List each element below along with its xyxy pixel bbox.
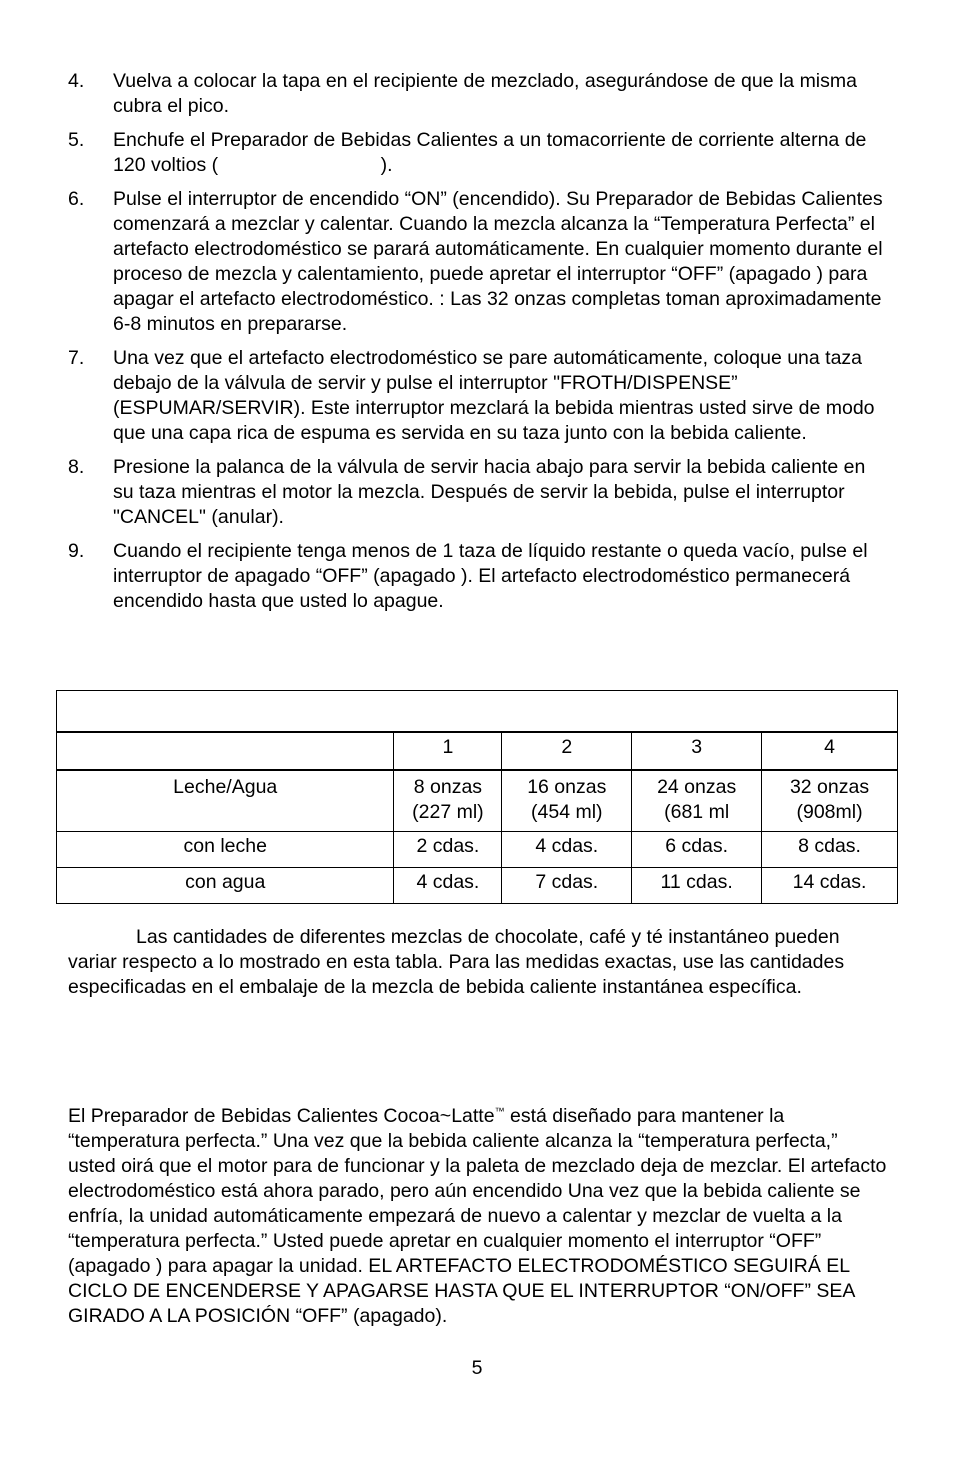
step-number: 4. <box>68 70 85 92</box>
para-text-rest: está diseñado para mantener la “temperatura perfecta.” Una vez que la bebida caliente alcanza la “temperatura perfecta,” usted oirá que el motor para de funcionar y la paleta de mezclado deja de mezclar. El artefacto electrodoméstico está ahora parado, pero aún encendido Una vez que la bebida caliente se enfría, la unidad automáticamente empezará de nuevo a calentar y mezclar de vuelta a la “temperatura perfecta.” Usted puede apretar en cualquier momento el interruptor “OFF” (apagado ) para apagar la unidad. EL ARTEFACTO ELECTRODOMÉSTICO SEGUIRÁ EL CICLO DE ENCENDERSE Y APAGARSE HASTA QUE EL INTERRUPTOR “ON/OFF” SEA GIRADO A LA POSICIÓN “OFF” (apagado). <box>68 1105 887 1327</box>
cell-line: 8 onzas <box>413 776 483 798</box>
step-text: Pulse el interruptor de encendido “ON” (encendido). Su Preparador de Bebidas Calientes comenzará a mezclar y calentar. Cuando la mezcla alcanza la “Temperatura Perfecta” el artefacto electrodoméstico se parará automáticamente. En cualquier momento durante el proceso de mezcla y calentamiento, puede apretar el interruptor “OFF” (apagado ) para apagar el artefacto electrodoméstico. : Las 32 onzas completas toman aproximadamente 6-8 minutos en prepararse. <box>113 188 883 335</box>
cell-line: 16 onzas <box>527 776 607 798</box>
table-cell <box>502 770 632 832</box>
instruction-steps <box>68 69 888 623</box>
step-7 <box>68 346 888 446</box>
header-label-cell <box>57 732 394 770</box>
cell-line: 24 onzas <box>657 776 737 798</box>
step-number: 7. <box>68 347 85 369</box>
step-text: Enchufe el Preparador de Bebidas Calientes a un tomacorriente de corriente alterna de 120 voltios ( ). <box>113 129 872 176</box>
step-number: 8. <box>68 456 85 478</box>
table-header-row <box>57 732 898 770</box>
table-cell: 2 cdas. <box>394 832 502 868</box>
temperature-paragraph <box>68 1104 888 1329</box>
cell-line: 32 onzas <box>789 776 870 798</box>
row-label: Leche/Agua <box>57 770 394 832</box>
step-text: Cuando el recipiente tenga menos de 1 taza de líquido restante o queda vacío, pulse el interruptor de apagado “OFF” (apagado ). El artefacto electrodoméstico permanecerá encendido hasta que usted lo apague. <box>113 540 868 612</box>
table-cell: 4 cdas. <box>502 832 632 868</box>
table-cell: 7 cdas. <box>502 868 632 904</box>
header-cell: 4 <box>762 732 898 770</box>
page-number: 5 <box>471 1357 483 1379</box>
table-cell <box>632 770 762 832</box>
para-text-start: El Preparador de Bebidas Calientes Cocoa~Latte <box>68 1105 495 1127</box>
step-text: Vuelva a colocar la tapa en el recipiente de mezclado, asegurándose de que la misma cubra el pico. <box>113 70 857 117</box>
step-4 <box>68 69 888 119</box>
step-5 <box>68 128 888 178</box>
step-9 <box>68 539 888 614</box>
step-text: Una vez que el artefacto electrodoméstico se pare automáticamente, coloque una taza debajo de la válvula de servir y pulse el interruptor "FROTH/DISPENSE” (ESPUMAR/SERVIR). Este interruptor mezclará la bebida mientras usted sirve de modo que una capa rica de espuma es servida en su taza junto con la bebida caliente. <box>113 347 875 444</box>
step-number: 9. <box>68 540 85 562</box>
table-cell: 4 cdas. <box>394 868 502 904</box>
table-title <box>57 691 898 733</box>
step-text: Presione la palanca de la válvula de servir hacia abajo para servir la bebida caliente en su taza mientras el motor la mezcla. Después de servir la bebida, pulse el interruptor "CANCEL" (anular). <box>113 456 866 528</box>
header-cell: 2 <box>502 732 632 770</box>
cell-line: (681 ml <box>664 801 730 823</box>
row-label: con leche <box>57 832 394 868</box>
table-cell <box>394 770 502 832</box>
table-cell <box>762 770 898 832</box>
table-cell: 6 cdas. <box>632 832 762 868</box>
cell-line: (227 ml) <box>412 801 484 823</box>
table-cell: 14 cdas. <box>762 868 898 904</box>
header-cell: 1 <box>394 732 502 770</box>
step-number: 5. <box>68 129 85 151</box>
cell-line: (908ml) <box>796 801 863 823</box>
trademark-mark: ™ <box>494 1106 505 1118</box>
step-8 <box>68 455 888 530</box>
step-number: 6. <box>68 188 85 210</box>
table-row <box>57 868 898 904</box>
step-6 <box>68 187 888 337</box>
table-title-row <box>57 691 898 733</box>
note-paragraph: Las cantidades de diferentes mezclas de chocolate, café y té instantáneo pueden variar respecto a lo mostrado en esta tabla. Para las medidas exactas, use las cantidades especificadas en el embalaje de la mezcla de bebida caliente instantánea específica. <box>68 926 845 998</box>
amounts-table <box>56 690 898 904</box>
table-row <box>57 832 898 868</box>
header-cell: 3 <box>632 732 762 770</box>
table-cell: 8 cdas. <box>762 832 898 868</box>
table-row <box>57 770 898 832</box>
table-cell: 11 cdas. <box>632 868 762 904</box>
cell-line: (454 ml) <box>531 801 603 823</box>
row-label: con agua <box>57 868 394 904</box>
